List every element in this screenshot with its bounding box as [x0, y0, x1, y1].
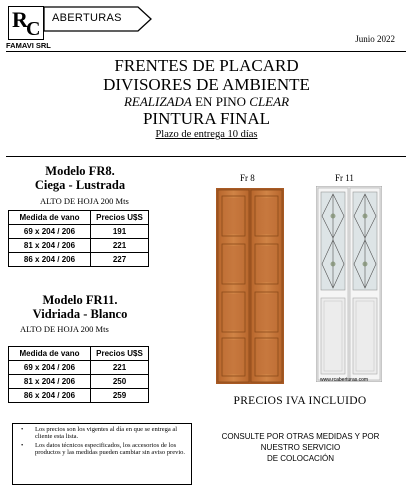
model-fr11-name: Modelo FR11. — [42, 293, 118, 307]
website-watermark: www.rcaberturas.com — [320, 377, 369, 383]
consult-line-2: NUESTRO SERVICIO — [260, 443, 341, 452]
table-row — [9, 239, 149, 253]
title-line-4: PINTURA FINAL — [142, 109, 271, 128]
model-fr11-subtitle: Vidriada - Blanco — [32, 307, 128, 321]
price-cell: 250 — [91, 375, 149, 389]
size-cell: 81 x 204 / 206 — [9, 239, 91, 253]
price-table-fr11 — [8, 346, 149, 403]
price-cell: 259 — [91, 389, 149, 403]
note-text: Los precios son los vigentes al día en que se entrega al cliente esta lista. — [35, 426, 178, 441]
title-realizada: REALIZADA — [123, 94, 192, 109]
price-cell: 191 — [91, 225, 149, 239]
company-name: FAMAVI SRL — [6, 41, 51, 50]
door-fr11-image — [316, 186, 382, 382]
title-line-1: FRENTES DE PLACARD — [114, 56, 299, 75]
door-fr8-label: Fr 8 — [240, 173, 255, 183]
title-line-2: DIVISORES DE AMBIENTE — [103, 75, 310, 94]
model-fr8-title — [0, 164, 160, 192]
title-clear: CLEAR — [249, 94, 290, 109]
list-item — [17, 426, 187, 441]
list-item — [17, 442, 187, 457]
title-block — [0, 56, 413, 141]
door-fr11-label: Fr 11 — [335, 173, 354, 183]
consult-message — [198, 431, 403, 464]
price-cell: 221 — [91, 361, 149, 375]
bullet-icon: • — [21, 426, 24, 433]
price-cell: 221 — [91, 239, 149, 253]
table-row — [9, 389, 149, 403]
column-header-size: Medida de vano — [9, 211, 91, 225]
model-fr11-title — [0, 293, 160, 321]
title-pino: EN PINO — [191, 94, 250, 109]
section-divider — [6, 156, 406, 157]
table-row — [9, 375, 149, 389]
title-line-3 — [0, 94, 413, 109]
price-table-fr8 — [8, 210, 149, 267]
header-divider — [6, 51, 406, 52]
vat-notice: PRECIOS IVA INCLUIDO — [233, 395, 367, 407]
brand-name: ABERTURAS — [52, 12, 122, 24]
price-cell: 227 — [91, 253, 149, 267]
table-row — [9, 361, 149, 375]
model-fr8-height: ALTO DE HOJA 200 Mts — [40, 196, 129, 206]
logo-letter-r: R — [12, 7, 28, 32]
column-header-price: Precios U$S — [91, 211, 149, 225]
consult-line-3: DE COLOCACIÓN — [266, 454, 335, 463]
notes-box — [12, 423, 192, 485]
table-row — [9, 253, 149, 267]
column-header-price: Precios U$S — [91, 347, 149, 361]
consult-line-1: CONSULTE POR OTRAS MEDIDAS Y POR — [221, 432, 380, 441]
size-cell: 69 x 204 / 206 — [9, 225, 91, 239]
bullet-icon: • — [21, 441, 24, 449]
table-header-row — [9, 347, 149, 361]
size-cell: 86 x 204 / 206 — [9, 389, 91, 403]
size-cell: 69 x 204 / 206 — [9, 361, 91, 375]
document-date: Junio 2022 — [355, 34, 395, 44]
table-header-row — [9, 211, 149, 225]
logo-letter-c: C — [26, 18, 41, 40]
size-cell: 81 x 204 / 206 — [9, 375, 91, 389]
table-row — [9, 225, 149, 239]
door-fr8-image — [216, 188, 284, 384]
column-header-size: Medida de vano — [9, 347, 91, 361]
model-fr8-name: Modelo FR8. — [45, 164, 115, 178]
model-fr8-subtitle: Ciega - Lustrada — [34, 178, 126, 192]
logo — [8, 6, 44, 40]
size-cell: 86 x 204 / 206 — [9, 253, 91, 267]
model-fr11-height: ALTO DE HOJA 200 Mts — [20, 324, 109, 334]
note-text: Los datos técnicos especificados, los accesorios de los productos y las medidas pueden cambiar sin aviso previo. — [35, 441, 186, 457]
delivery-time: Plazo de entrega 10 días — [155, 129, 258, 140]
